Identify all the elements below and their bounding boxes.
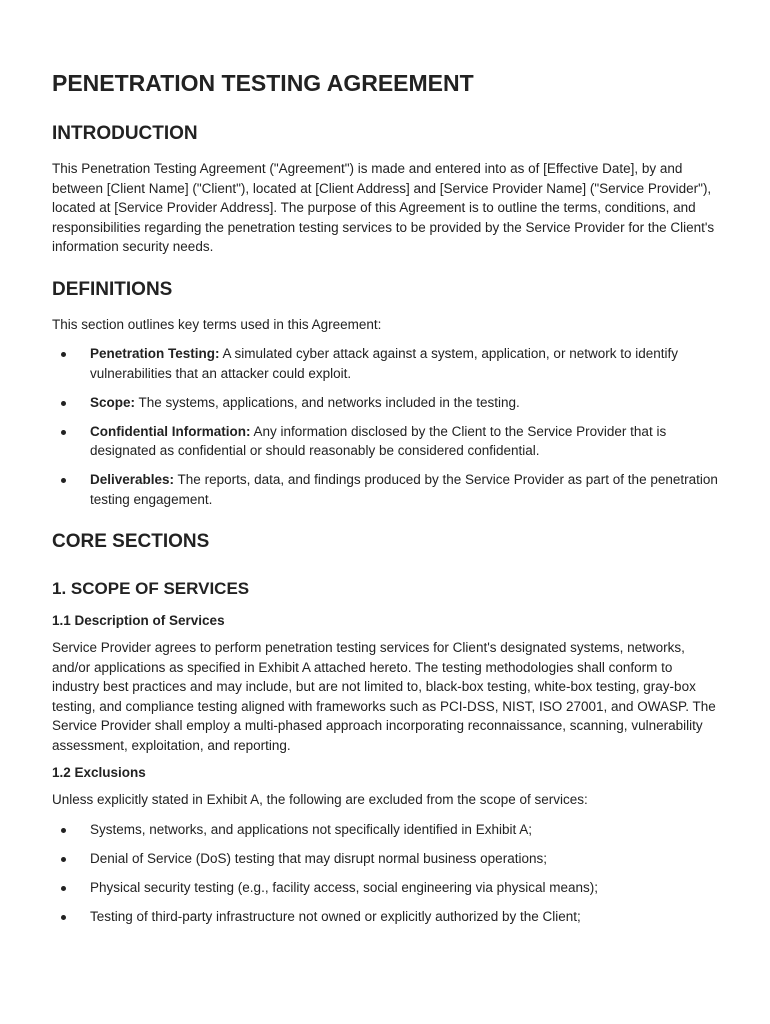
document-title: PENETRATION TESTING AGREEMENT bbox=[52, 70, 474, 96]
exclusion-text: Systems, networks, and applications not specifically identified in Exhibit A; bbox=[90, 821, 532, 837]
bullet-icon bbox=[61, 401, 66, 406]
exclusions-heading: 1.2 Exclusions bbox=[52, 765, 146, 780]
bullet-icon bbox=[61, 478, 66, 483]
exclusion-text: Physical security testing (e.g., facility access, social engineering via physical means); bbox=[90, 879, 598, 895]
exclusion-text: Testing of third-party infrastructure not owned or explicitly authorized by the Client; bbox=[90, 908, 581, 924]
description-body: Service Provider agrees to perform penetration testing services for Client's designated systems, networks, and/or applications as specified in Exhibit A attached hereto. The testing methodologies shall conform to industry best practices and may include, but are not limited to, black-box testing, white-box testing, gray-box testing, and compliance testing aligned with frameworks such as PCI-DSS, NIST, ISO 27001, and OWASP. The Service Provider shall employ a multi-phased approach incorporating reconnaissance, scanning, vulnerability assessment, exploitation, and reporting. bbox=[52, 640, 716, 753]
definition-item bbox=[52, 393, 718, 413]
definition-term: Scope: bbox=[90, 394, 136, 410]
exclusions-list bbox=[52, 820, 718, 927]
bullet-icon bbox=[61, 857, 66, 862]
definition-text: The systems, applications, and networks included in the testing. bbox=[135, 394, 520, 410]
definitions-list bbox=[52, 344, 718, 509]
definitions-heading: DEFINITIONS bbox=[52, 278, 173, 300]
exclusion-item bbox=[52, 820, 718, 840]
exclusion-item bbox=[52, 907, 718, 927]
exclusions-intro: Unless explicitly stated in Exhibit A, the following are excluded from the scope of services: bbox=[52, 792, 588, 807]
exclusion-text: Denial of Service (DoS) testing that may disrupt normal business operations; bbox=[90, 850, 547, 866]
definition-text: A simulated cyber attack against a system, application, or network to identify vulnerabilities that an attacker could exploit. bbox=[90, 346, 678, 381]
definition-text: Any information disclosed by the Client to the Service Provider that is designated as confidential or should reasonably be considered confidential. bbox=[90, 423, 667, 458]
definition-item bbox=[52, 422, 718, 461]
definition-term: Confidential Information: bbox=[90, 423, 251, 439]
bullet-icon bbox=[61, 886, 66, 891]
bullet-icon bbox=[61, 828, 66, 833]
definition-text: The reports, data, and findings produced by the Service Provider as part of the penetration testing engagement. bbox=[90, 472, 718, 507]
definition-item bbox=[52, 470, 718, 509]
definition-item bbox=[52, 344, 718, 383]
core-sections-heading: CORE SECTIONS bbox=[52, 531, 210, 552]
bullet-icon bbox=[61, 915, 66, 920]
bullet-icon bbox=[61, 430, 66, 435]
definitions-intro: This section outlines key terms used in this Agreement: bbox=[52, 316, 382, 332]
description-heading: 1.1 Description of Services bbox=[52, 613, 225, 628]
exclusion-item bbox=[52, 878, 718, 898]
definition-term: Penetration Testing: bbox=[90, 346, 220, 361]
scope-heading: 1. SCOPE OF SERVICES bbox=[52, 579, 250, 598]
introduction-heading: INTRODUCTION bbox=[52, 123, 198, 144]
bullet-icon bbox=[61, 352, 66, 357]
definition-term: Deliverables: bbox=[90, 472, 175, 487]
exclusion-item bbox=[52, 849, 718, 869]
introduction-body: This Penetration Testing Agreement ("Agreement") is made and entered into as of [Effective Date], by and between [Client Name] ("Client"), located at [Client Address] and [Service Provider Name] ("Service Provider"), located at [Service Provider Address]. The purpose of this Agreement is to outline the terms, conditions, and responsibilities regarding the penetration testing services to be provided by the Service Provider for the Client's information security needs. bbox=[52, 161, 715, 254]
